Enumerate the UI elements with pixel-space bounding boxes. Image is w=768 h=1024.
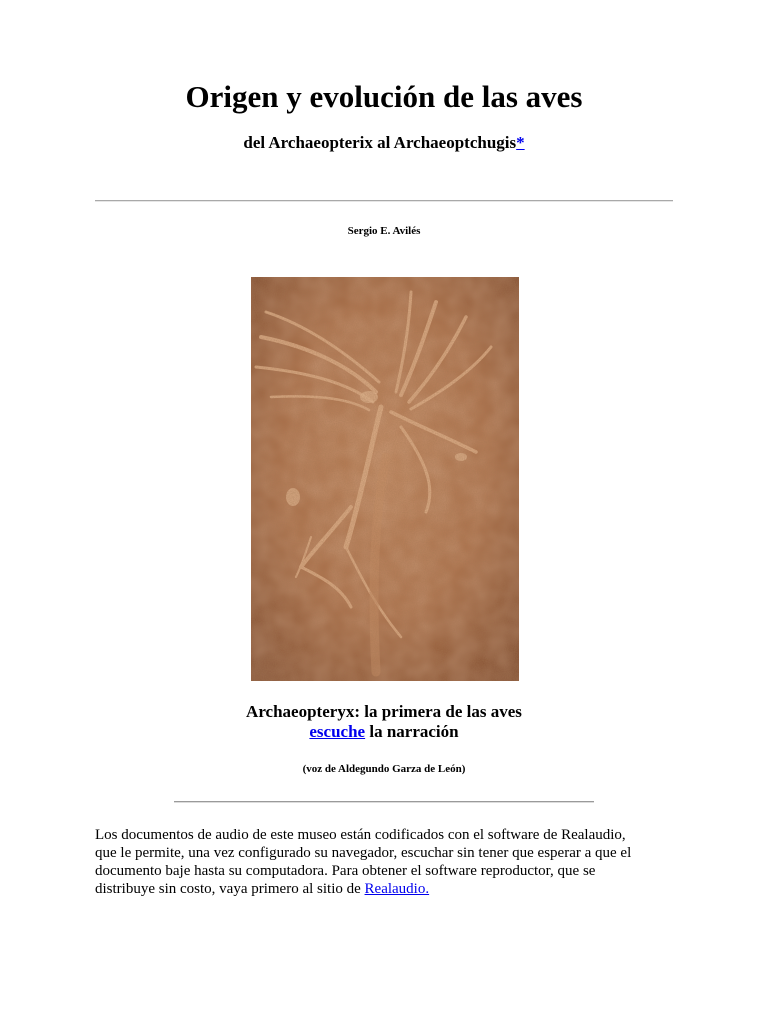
subtitle-text: del Archaeopterix al Archaeoptchugis <box>243 133 517 152</box>
page-subtitle <box>0 132 768 154</box>
page-title: Origen y evolución de las aves <box>185 79 583 114</box>
caption-line2-text: la narración <box>365 722 459 741</box>
author-name: Sergio E. Avilés <box>347 225 421 237</box>
paragraph-line4-text: distribuye sin costo, vaya primero al sitio de <box>95 881 365 897</box>
paragraph-line4 <box>95 880 680 898</box>
paragraph-line1: Los documentos de audio de este museo están codificados con el software de Realaudio, <box>95 827 626 843</box>
top-divider <box>95 200 673 202</box>
caption-line2 <box>0 722 768 742</box>
listen-link[interactable]: escuche <box>309 722 366 741</box>
middle-divider <box>174 801 594 803</box>
archaeopteryx-fossil-image <box>251 277 519 681</box>
caption-line1: Archaeopteryx: la primera de las aves <box>246 702 522 721</box>
paragraph-line2: que le permite, una vez configurado su navegador, escuchar sin tener que esperar a que el <box>95 845 632 861</box>
image-caption <box>0 702 768 742</box>
realaudio-paragraph <box>95 826 680 898</box>
voice-credit: (voz de Aldegundo Garza de León) <box>302 763 466 775</box>
paragraph-line3: documento baje hasta su computadora. Para obtener el software reproductor, que se <box>95 863 596 879</box>
footnote-link[interactable]: * <box>516 133 525 152</box>
realaudio-link[interactable]: Realaudio. <box>364 881 430 897</box>
